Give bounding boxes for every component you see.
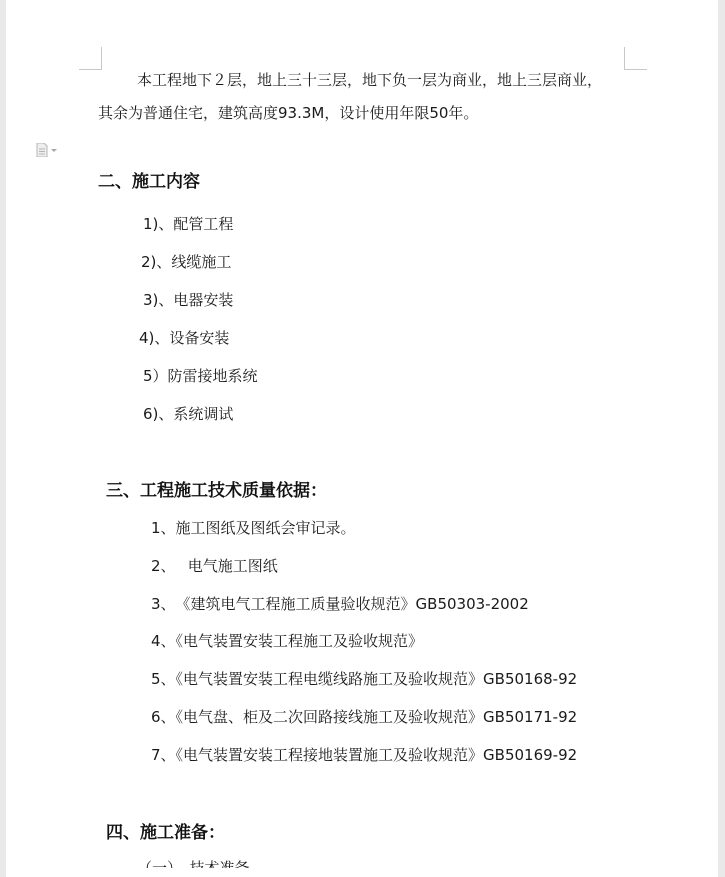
list-item: 4、《电气装置安装工程施工及验收规范》: [151, 632, 424, 650]
list-item: 6、《电气盘、柜及二次回路接线施工及验收规范》GB50171-92: [151, 708, 578, 726]
list-item: 1)、配管工程: [143, 215, 234, 233]
document-page: [6, 0, 718, 877]
paragraph-line-2: 其余为普通住宅，建筑高度93.3M，设计使用年限50年。: [98, 104, 479, 122]
list-item: 2、 电气施工图纸: [151, 557, 278, 575]
chevron-down-icon: [51, 149, 57, 152]
list-item: 1、施工图纸及图纸会审记录。: [151, 519, 356, 537]
paragraph-line-1: 本工程地下２层，地上三十三层，地下负一层为商业，地上三层商业，: [137, 71, 603, 89]
list-item: 2)、线缆施工: [141, 253, 232, 271]
list-item: 3)、电器安装: [143, 291, 234, 309]
section-heading-2: 二、施工内容: [98, 172, 200, 192]
list-item: 5）防雷接地系统: [143, 367, 258, 385]
section-heading-4: 四、施工准备：: [106, 823, 225, 843]
page-bottom-edge: [6, 868, 718, 877]
list-item: 7、《电气装置安装工程接地装置施工及验收规范》GB50169-92: [151, 746, 578, 764]
section-heading-3: 三、工程施工技术质量依据：: [106, 481, 327, 501]
document-icon[interactable]: [36, 143, 58, 157]
margin-corner-mark-right: [624, 47, 647, 70]
list-item: 3、 《建筑电气工程施工质量验收规范》GB50303-2002: [151, 595, 529, 613]
list-item: 6)、系统调试: [143, 405, 234, 423]
list-item: 4)、设备安装: [139, 329, 230, 347]
list-item: 5、《电气装置安装工程电缆线路施工及验收规范》GB50168-92: [151, 670, 578, 688]
margin-corner-mark-left: [79, 47, 102, 70]
